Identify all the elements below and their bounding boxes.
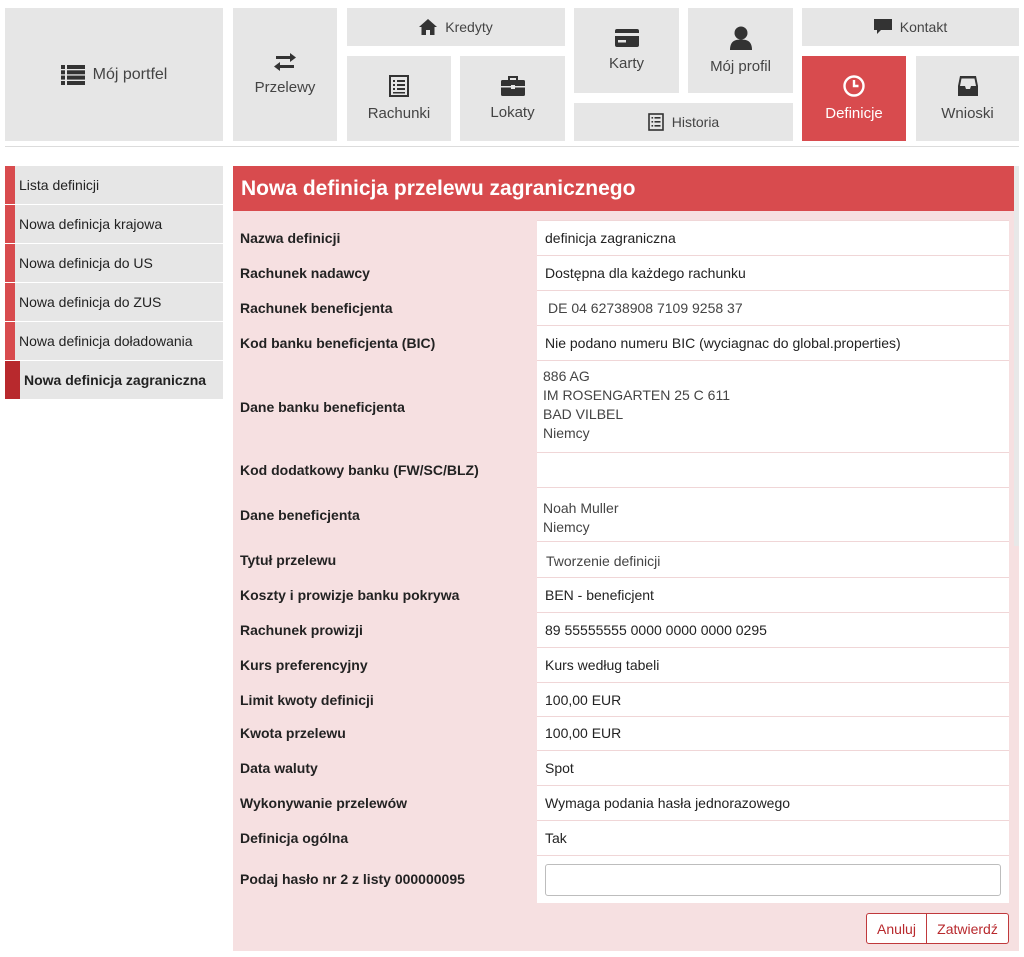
value-rachunek-prowizji: 89 55555555 0000 0000 0000 0295: [545, 622, 767, 638]
label-wykonywanie: Wykonywanie przelewów: [240, 795, 408, 811]
value-dane-banku: [543, 367, 730, 443]
value-kurs: Kurs według tabeli: [545, 657, 660, 673]
sidebar-item-lista-definicji[interactable]: Lista definicji: [5, 166, 223, 204]
nav-karty[interactable]: [574, 8, 679, 93]
label-rachunek-beneficjenta: Rachunek beneficjenta: [240, 300, 393, 316]
nav-label: Mój portfel: [92, 65, 168, 83]
label-koszty: Koszty i prowizje banku pokrywa: [240, 587, 460, 603]
nav-label: Kredyty: [445, 19, 493, 35]
sidebar-item-definicja-zagraniczna[interactable]: Nowa definicja zagraniczna: [5, 361, 223, 399]
inbox-tray-icon: [957, 75, 979, 97]
sidebar-item-definicja-us[interactable]: Nowa definicja do US: [5, 244, 223, 282]
nav-label: Lokaty: [490, 104, 535, 121]
nav-historia[interactable]: [574, 103, 793, 141]
nav-divider: [5, 146, 1019, 147]
bank-line: BAD VILBEL: [543, 406, 624, 422]
nav-label: Wnioski: [941, 105, 994, 122]
scrollbar[interactable]: [1014, 166, 1019, 546]
nav-rachunki[interactable]: [347, 56, 451, 141]
credit-card-icon: [615, 29, 639, 47]
nav-label: Definicje: [825, 105, 883, 122]
value-wykonywanie: Wymaga podania hasła jednorazowego: [545, 795, 791, 811]
nav-definicje[interactable]: [802, 56, 906, 141]
briefcase-icon: [501, 76, 525, 96]
value-limit: 100,00 EUR: [545, 692, 622, 708]
beneficiary-line: Niemcy: [543, 519, 590, 535]
nav-label: Rachunki: [367, 105, 431, 122]
value-rachunek-beneficjenta: DE 04 62738908 7109 9258 37: [548, 300, 743, 316]
nav-kredyty[interactable]: [347, 8, 565, 46]
nav-moj-portfel[interactable]: [5, 8, 223, 141]
label-haslo: Podaj hasło nr 2 z listy 000000095: [240, 871, 465, 887]
nav-label: Kontakt: [899, 19, 948, 35]
nav-moj-profil[interactable]: [688, 8, 793, 93]
nav-label: Mój profil: [710, 58, 771, 75]
bank-line: 886 AG: [543, 368, 590, 384]
label-kod-dodatkowy: Kod dodatkowy banku (FW/SC/BLZ): [240, 462, 479, 478]
nav-label: Przelewy: [254, 79, 316, 96]
value-rachunek-nadawcy: Dostępna dla każdego rachunku: [545, 265, 746, 281]
nav-kontakt[interactable]: [802, 8, 1019, 46]
nav-label: Historia: [671, 114, 720, 130]
transfer-arrows-icon: [274, 53, 296, 71]
value-koszty: BEN - beneficjent: [545, 587, 654, 603]
chat-bubble-icon: [874, 19, 892, 35]
nav-label: Karty: [608, 55, 644, 72]
value-kod-banku-bic: Nie podano numeru BIC (wyciagnac do global.properties): [545, 335, 901, 351]
label-definicja-ogolna: Definicja ogólna: [240, 830, 349, 846]
form-title: Nowa definicja przelewu zagranicznego: [233, 166, 1019, 211]
label-kurs: Kurs preferencyjny: [240, 657, 368, 673]
sidebar-item-definicja-krajowa[interactable]: Nowa definicja krajowa: [5, 205, 223, 243]
clock-icon: [843, 75, 865, 97]
value-data-waluty: Spot: [545, 760, 574, 776]
nav-przelewy[interactable]: [233, 8, 337, 141]
label-limit: Limit kwoty definicji: [240, 692, 374, 708]
list-icon: [61, 65, 85, 85]
home-icon: [419, 19, 437, 35]
value-kwota: 100,00 EUR: [545, 725, 622, 741]
label-kwota: Kwota przelewu: [240, 725, 346, 741]
label-dane-banku: Dane banku beneficjenta: [240, 399, 405, 415]
user-icon: [730, 26, 752, 50]
bank-line: Niemcy: [543, 425, 590, 441]
sidebar-item-definicja-doladowania[interactable]: Nowa definicja doładowania: [5, 322, 223, 360]
label-nazwa-definicji: Nazwa definicji: [240, 230, 341, 246]
cancel-button[interactable]: Anuluj: [866, 913, 927, 944]
value-dane-beneficjenta: [543, 499, 618, 537]
label-dane-beneficjenta: Dane beneficjenta: [240, 507, 360, 523]
value-tytul: Tworzenie definicji: [546, 553, 661, 569]
label-data-waluty: Data waluty: [240, 760, 318, 776]
history-list-icon: [648, 113, 664, 131]
label-tytul: Tytuł przelewu: [240, 552, 337, 568]
sidebar-item-definicja-zus[interactable]: Nowa definicja do ZUS: [5, 283, 223, 321]
label-rachunek-nadawcy: Rachunek nadawcy: [240, 265, 370, 281]
label-kod-banku-bic: Kod banku beneficjenta (BIC): [240, 335, 436, 351]
bank-line: IM ROSENGARTEN 25 C 611: [543, 387, 730, 403]
nav-lokaty[interactable]: [460, 56, 565, 141]
beneficiary-line: Noah Muller: [543, 500, 619, 516]
label-rachunek-prowizji: Rachunek prowizji: [240, 622, 363, 638]
value-nazwa-definicji: definicja zagraniczna: [545, 230, 676, 246]
value-definicja-ogolna: Tak: [545, 830, 567, 846]
password-input[interactable]: [545, 864, 1001, 896]
nav-wnioski[interactable]: [916, 56, 1019, 141]
document-list-icon: [389, 75, 409, 97]
submit-button[interactable]: Zatwierdź: [926, 913, 1009, 944]
